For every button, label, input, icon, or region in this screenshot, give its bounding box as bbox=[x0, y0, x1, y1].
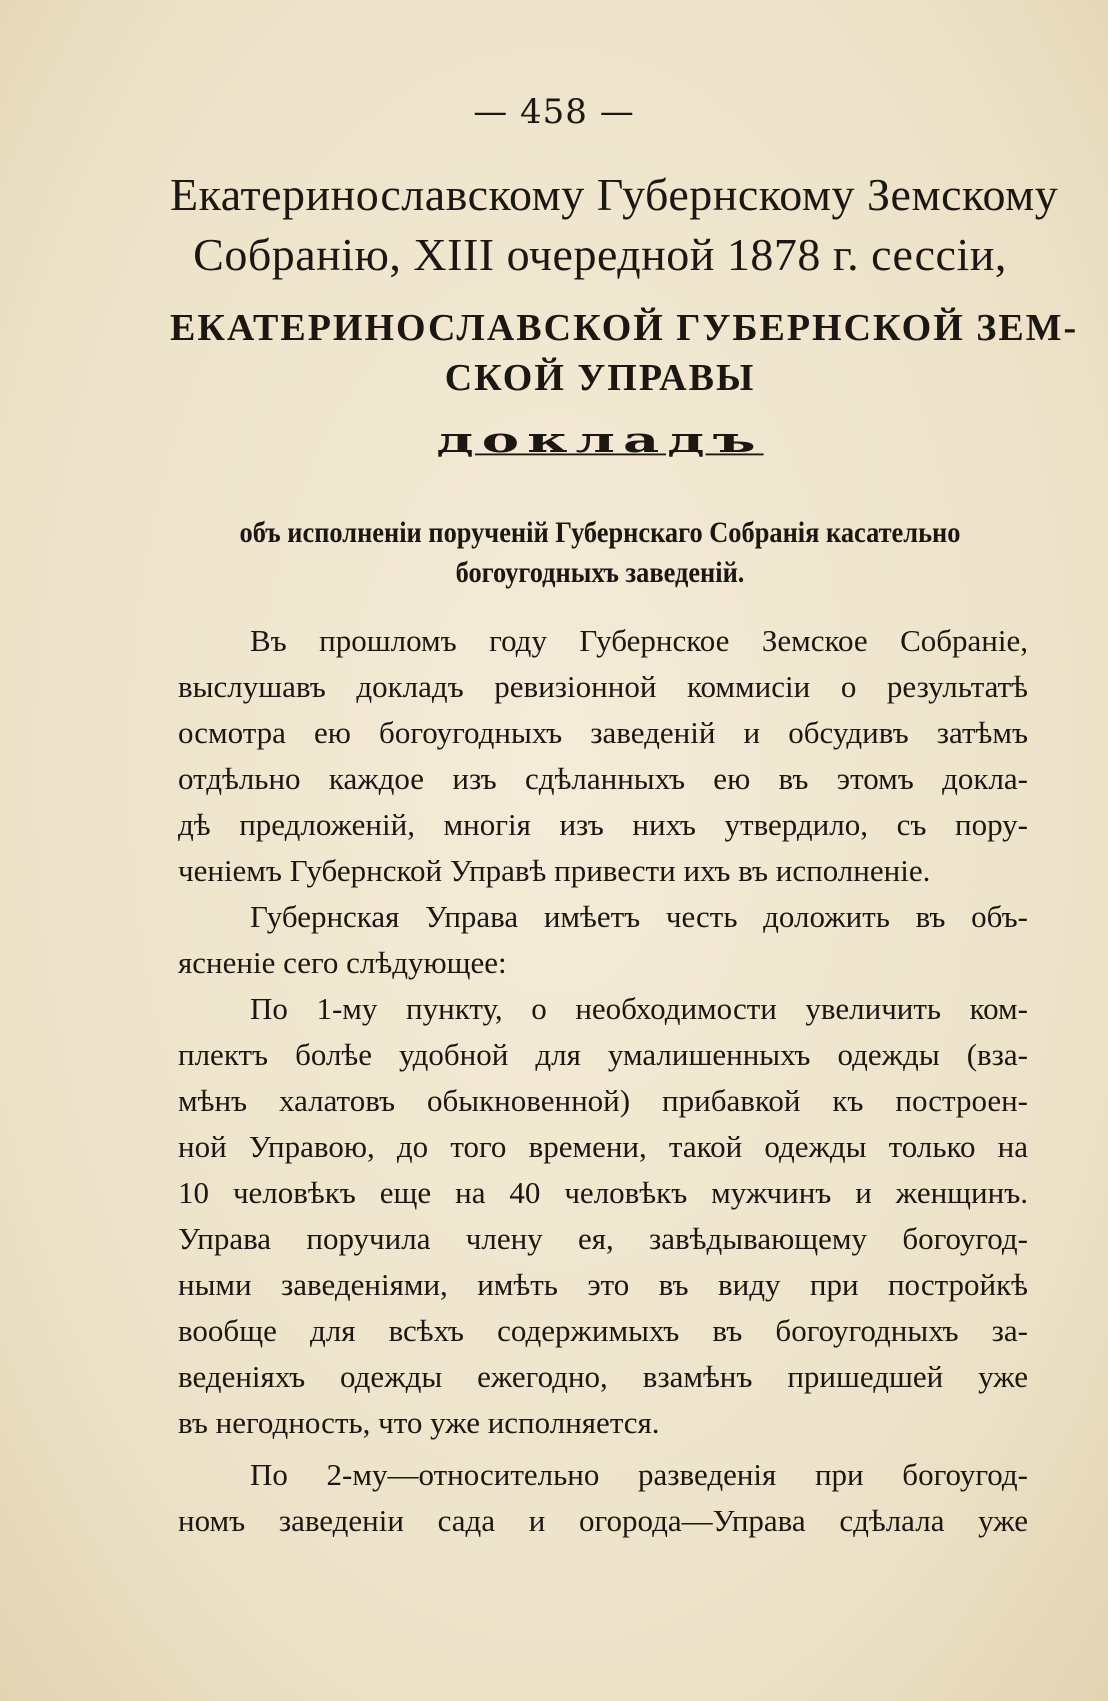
body-line: номъ заведеніи сада и огорода—Управа сдѣлала уже bbox=[178, 1503, 1028, 1538]
body-line: Управа поручила члену ея, завѣдывающему богоугод- bbox=[178, 1221, 1028, 1256]
document-title: докладъ bbox=[436, 420, 764, 461]
body-line: По 1-му пункту, о необходимости увеличить ком- bbox=[250, 991, 1028, 1026]
body-line: 10 человѣкъ еще на 40 человѣкъ мужчинъ и женщинъ. bbox=[178, 1175, 1028, 1210]
body-line: отдѣльно каждое изъ сдѣланныхъ ею въ этомъ докла- bbox=[178, 761, 1028, 796]
body-line: плектъ болѣе удобной для умалишенныхъ одежды (вза- bbox=[178, 1037, 1028, 1072]
body-line: осмотра ею богоугодныхъ заведеній и обсудивъ затѣмъ bbox=[178, 715, 1028, 750]
body-line: По 2-му—относительно разведенія при богоугод- bbox=[250, 1457, 1028, 1492]
body-line: ной Управою, до того времени, такой одежды только на bbox=[178, 1129, 1028, 1164]
body-line: въ негодность, что уже исполняется. bbox=[178, 1405, 660, 1440]
addressee-line-2: Собранію, XIII очередной 1878 г. сессіи, bbox=[193, 229, 1007, 280]
body-line: веденіяхъ одежды ежегодно, взамѣнъ пришедшей уже bbox=[178, 1359, 1028, 1394]
page-number: — 458 — bbox=[473, 92, 635, 132]
body-line: ными заведеніями, имѣть это въ виду при постройкѣ bbox=[178, 1267, 1028, 1302]
issuer-line-1: ЕКАТЕРИНОСЛАВСКОЙ ГУБЕРНСКОЙ ЗЕМ- bbox=[170, 307, 1079, 349]
body-line: Губернская Управа имѣетъ честь доложить въ объ- bbox=[250, 899, 1028, 934]
body-text bbox=[178, 618, 1028, 1544]
body-line: дѣ предложеній, многія изъ нихъ утвердило, съ пору- bbox=[178, 807, 1028, 842]
issuer-line-2: СКОЙ УПРАВЫ bbox=[444, 357, 756, 399]
body-line: Въ прошломъ году Губернское Земское Собраніе, bbox=[250, 623, 1028, 658]
body-line: ченіемъ Губернской Управѣ привести ихъ въ исполненіе. bbox=[178, 853, 931, 888]
body-line: мѣнъ халатовъ обыкновенной) прибавкой къ построен- bbox=[178, 1083, 1028, 1118]
body-line: вообще для всѣхъ содержимыхъ въ богоугодныхъ за- bbox=[178, 1313, 1028, 1348]
body-line: ясненіе сего слѣдующее: bbox=[178, 945, 507, 980]
body-line: выслушавъ докладъ ревизіонной коммисіи о результатѣ bbox=[178, 669, 1028, 704]
document-subtitle-line-1: объ исполненіи порученій Губернскаго Собранія касательно bbox=[239, 516, 961, 549]
addressee-line-1: Екатеринославскому Губернскому Земскому bbox=[170, 169, 1059, 220]
document-subtitle-line-2: богоугодныхъ заведеній. bbox=[455, 556, 745, 589]
